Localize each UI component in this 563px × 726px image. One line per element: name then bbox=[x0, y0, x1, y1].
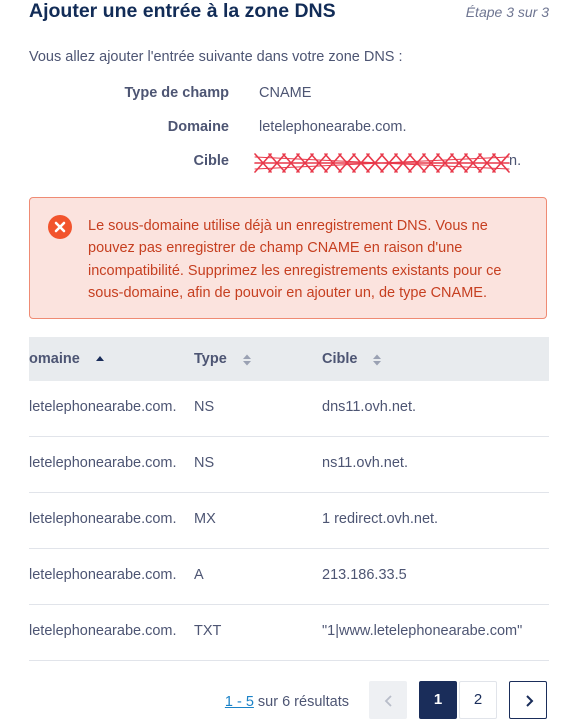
page-2-button[interactable]: 2 bbox=[459, 681, 497, 719]
cell-domain: letelephonearabe.com. bbox=[29, 511, 177, 527]
range-link[interactable]: 1 - 5 bbox=[224, 694, 254, 710]
table-row bbox=[29, 381, 549, 437]
column-header-target[interactable]: Cible bbox=[322, 351, 358, 367]
cell-type: NS bbox=[194, 455, 215, 471]
column-header-domain[interactable]: omaine bbox=[29, 351, 80, 367]
chevron-left-icon bbox=[383, 694, 395, 708]
pagination-range bbox=[225, 694, 349, 710]
cell-type: TXT bbox=[194, 623, 222, 639]
summary-domain bbox=[0, 119, 563, 139]
cell-target: "1|www.letelephonearabe.com" bbox=[322, 623, 523, 639]
error-x-circle-icon bbox=[48, 215, 72, 239]
previous-page-button[interactable] bbox=[369, 681, 407, 719]
cell-type: NS bbox=[194, 399, 215, 415]
cell-domain: letelephonearabe.com. bbox=[29, 623, 177, 639]
summary-field-type bbox=[0, 85, 563, 105]
dialog-header bbox=[29, 0, 549, 26]
sort-unsorted-icon[interactable] bbox=[372, 353, 382, 367]
cell-target: ns11.ovh.net. bbox=[322, 455, 408, 471]
cell-domain: letelephonearabe.com. bbox=[29, 455, 177, 471]
cell-target: dns11.ovh.net. bbox=[322, 399, 417, 415]
sort-unsorted-icon[interactable] bbox=[242, 353, 252, 367]
field-type-label: Type de champ bbox=[124, 85, 229, 101]
sort-ascending-icon[interactable] bbox=[95, 353, 105, 367]
page-title: Ajouter une entrée à la zone DNS bbox=[29, 0, 336, 22]
summary-target bbox=[0, 153, 563, 173]
table-row bbox=[29, 437, 549, 493]
domain-value: letelephonearabe.com. bbox=[259, 119, 407, 135]
next-page-button[interactable] bbox=[509, 681, 547, 719]
domain-label: Domaine bbox=[167, 119, 229, 135]
range-suffix: sur 6 résultats bbox=[257, 694, 349, 710]
chevron-right-icon bbox=[523, 694, 535, 708]
target-value-redaction bbox=[251, 151, 523, 175]
intro-text: Vous allez ajouter l'entrée suivante dans votre zone DNS : bbox=[29, 49, 403, 65]
cell-type: A bbox=[194, 567, 204, 583]
column-header-type[interactable]: Type bbox=[194, 351, 227, 367]
error-alert bbox=[29, 197, 547, 319]
field-type-value: CNAME bbox=[259, 85, 312, 101]
table-row bbox=[29, 605, 549, 661]
target-label: Cible bbox=[193, 153, 229, 169]
step-indicator: Étape 3 sur 3 bbox=[465, 4, 549, 20]
target-value-tail: n. bbox=[509, 153, 522, 169]
table-header bbox=[29, 337, 549, 381]
cell-domain: letelephonearabe.com. bbox=[29, 399, 177, 415]
error-message: Le sous-domaine utilise déjà un enregistrement DNS. Vous ne pouvez pas enregistrer de champ CNAME en raison d'une incompatibilité. Supprimez les enregistrements existants pour ce sous-domaine, afin de pouvoir en ajouter un, de type CNAME. bbox=[88, 218, 502, 301]
table-row bbox=[29, 549, 549, 605]
cell-target: 1 redirect.ovh.net. bbox=[322, 511, 439, 527]
cell-target: 213.186.33.5 bbox=[322, 567, 407, 583]
table-row bbox=[29, 493, 549, 549]
pagination bbox=[0, 680, 563, 724]
cell-type: MX bbox=[194, 511, 216, 527]
page-1-button[interactable]: 1 bbox=[419, 681, 457, 719]
cell-domain: letelephonearabe.com. bbox=[29, 567, 177, 583]
